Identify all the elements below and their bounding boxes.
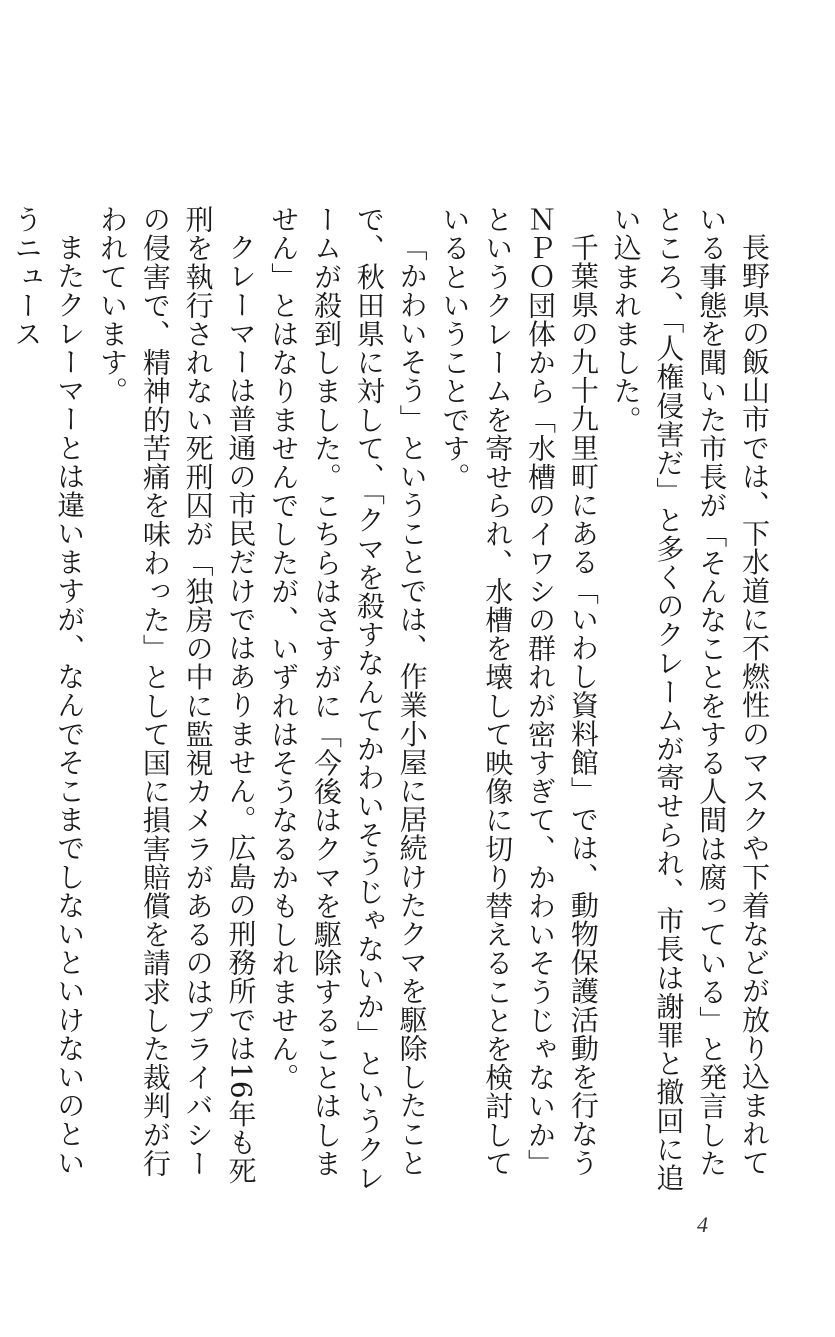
paragraph: 長野県の飯山市では、下水道に不燃性のマスクや下着などが放り込まれている事態を聞いた市長が「そんなことをする人間は腐っている」と発言したところ、「人権侵害だ」と多くのクレームが寄せられ、市長は謝罪と撤回に追い込まれました。 — [609, 205, 771, 1192]
paragraph: またクレーマーとは違いますが、なんでそこまでしないといけないのというニュース — [10, 205, 87, 1177]
page-number: 4 — [697, 1212, 708, 1237]
paragraph: クレーマーは普通の市民だけではありません。広島の刑務所では16年も死刑を執行されない死刑囚が「独房の中に監視カメラがあるのはプライバシーの侵害で、精神的苦痛を味わった」として国に損害賠償を請求した裁判が行われています。 — [96, 205, 258, 1186]
paragraph: 千葉県の九十九里町にある「いわし資料館」では、動物保護活動を行なうＮＰＯ団体から「水槽のイワシの群れが密すぎて、かわいそうじゃないか」というクレームを寄せられ、水槽を壊して映像に切り替えることを検討しているということです。 — [438, 205, 600, 1178]
body-text — [5, 205, 775, 1195]
paragraph: 「かわいそう」ということでは、作業小屋に居続けたクマを駆除したことで、秋田県に対して、「クマを殺すなんてかわいそうじゃないか」というクレームが殺到しました。こちらはさすがに「今後はクマを駆除することはしません」とはなりませんでしたが、いずれはそうなるかもしれません。 — [267, 205, 429, 1192]
